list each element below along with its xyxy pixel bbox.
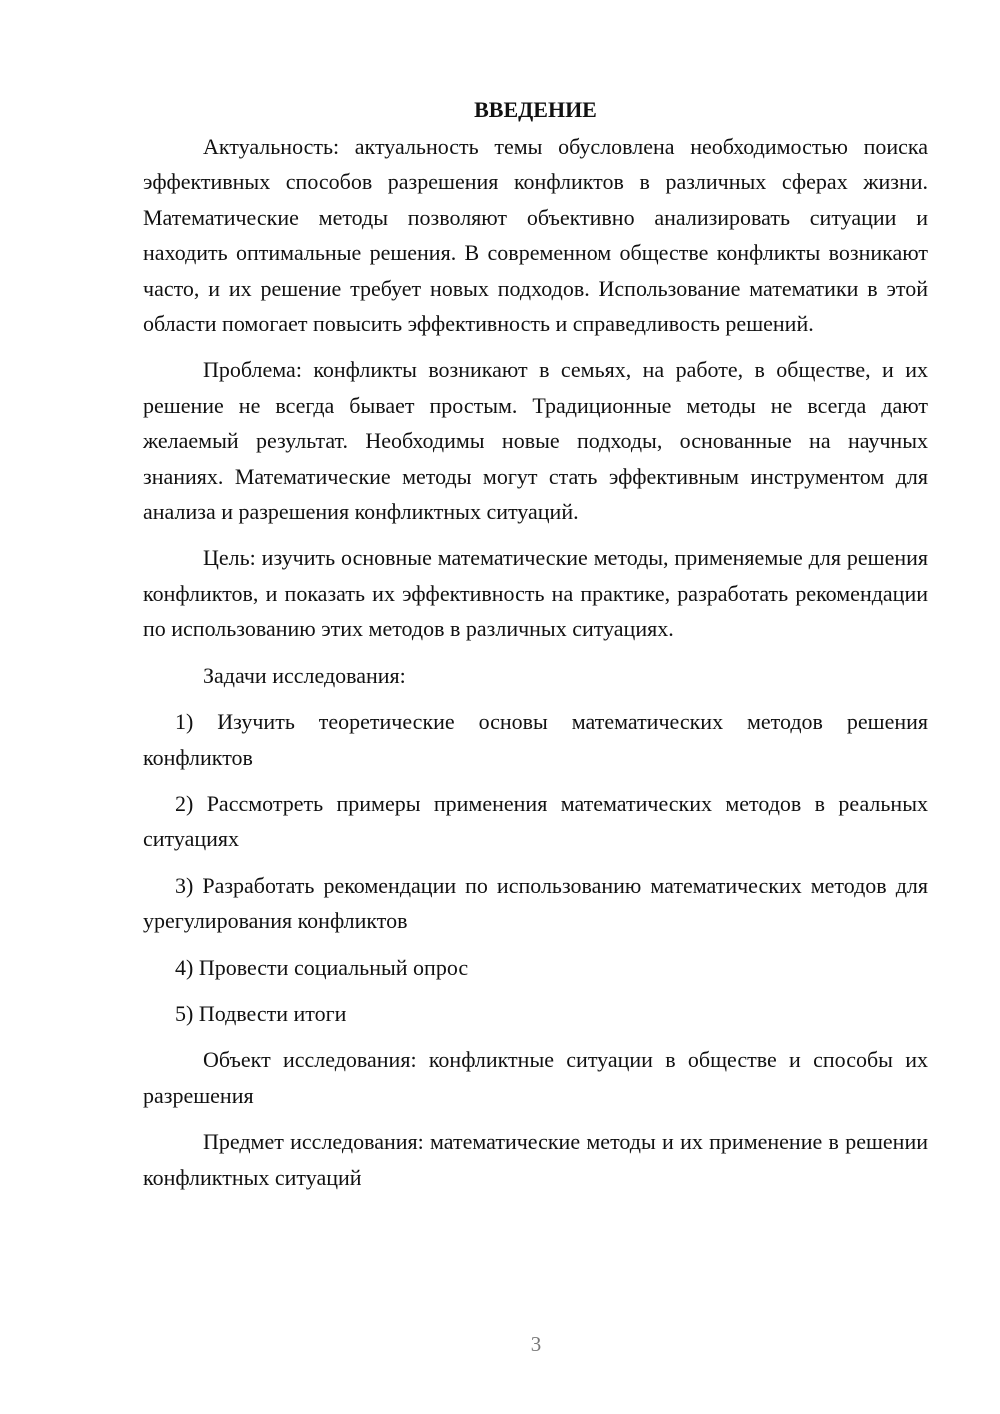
page-number: 3 [530, 1332, 542, 1356]
task-item-4: 4) Провести социальный опрос [175, 954, 469, 980]
subject-paragraph: Предмет исследования: математические методы и их применение в решении конфликтных ситуаций [143, 1129, 928, 1190]
document-page [143, 92, 928, 1206]
task-item-2: 2) Рассмотреть примеры применения математических методов в реальных ситуациях [143, 790, 928, 852]
goal-paragraph: Цель: изучить основные математические методы, применяемые для решения конфликтов, и показать их эффективность на практике, разработать рекомендации по использованию этих методов в различных ситуациях. [143, 545, 928, 642]
task-item-5: 5) Подвести итоги [175, 1000, 347, 1026]
tasks-heading: Задачи исследования: [203, 662, 406, 688]
relevance-paragraph: Актуальность: актуальность темы обусловлена необходимостью поиска эффективных способов разрешения конфликтов в различных сферах жизни. Математические методы позволяют объективно анализировать ситуации и находить оптимальные решения. В современном обществе конфликты возникают часто, и их решение требует новых подходов. Использование математики в этой области помогает повысить эффективность и справедливость решений. [143, 134, 928, 337]
object-paragraph: Объект исследования: конфликтные ситуации в обществе и способы их разрешения [143, 1047, 928, 1108]
task-item-3: 3) Разработать рекомендации по использованию математических методов для урегулирования конфликтов [143, 872, 928, 934]
problem-paragraph: Проблема: конфликты возникают в семьях, на работе, в обществе, и их решение не всегда бывает простым. Традиционные методы не всегда дают желаемый результат. Необходимы новые подходы, основанные на научных знаниях. Математические методы могут стать эффективным инструментом для анализа и разрешения конфликтных ситуаций. [143, 357, 928, 525]
task-item-1: 1) Изучить теоретические основы математических методов решения конфликтов [143, 709, 928, 770]
page-title: ВВЕДЕНИЕ [474, 97, 597, 122]
